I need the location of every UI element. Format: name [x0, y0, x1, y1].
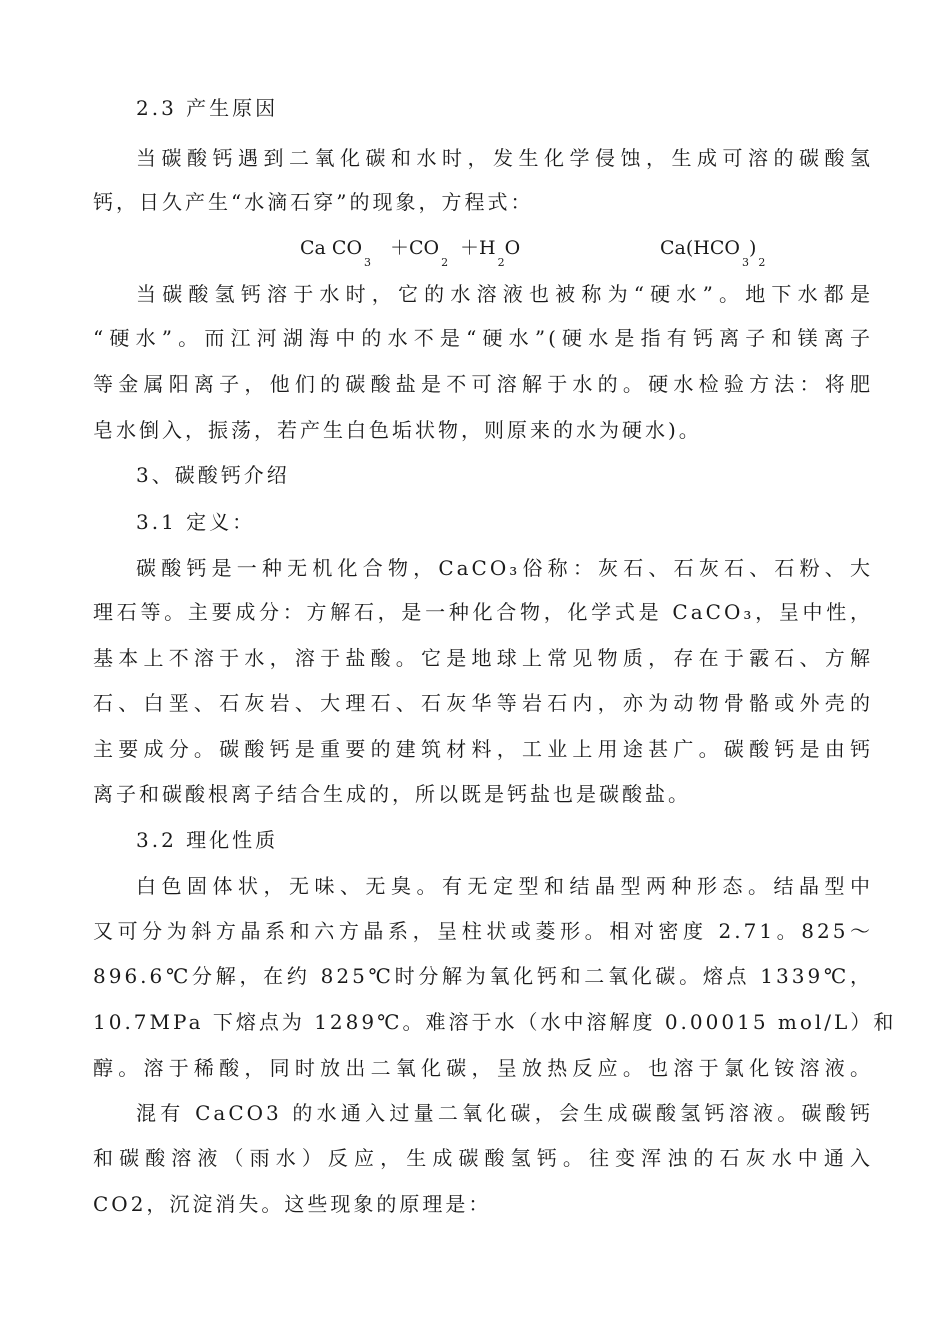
paragraph-line: 当碳酸氢钙溶于水时，它的水溶液也被称为“硬水”。地下水都是: [136, 282, 873, 306]
equation-lhs: Ca $CO_3$: [300, 237, 372, 269]
paragraph-line: 10.7MPa 下熔点为 1289℃。难溶于水（水中溶解度 0.00015 mol/L）和: [93, 1010, 897, 1034]
paragraph-line: 离子和碳酸根离子结合生成的，所以既是钙盐也是碳酸盐。: [93, 782, 691, 806]
section-heading-3: 3、碳酸钙介绍: [136, 463, 290, 487]
paragraph-line: 896.6℃分解，在约 825℃时分解为氧化钙和二氧化碳。熔点 1339℃，: [93, 964, 873, 988]
equation-term-co2: $+CO_2$: [390, 237, 449, 269]
paragraph-line: 当碳酸钙遇到二氧化碳和水时，发生化学侵蚀，生成可溶的碳酸氢: [136, 146, 873, 170]
paragraph-line: 又可分为斜方晶系和六方晶系，呈柱状或菱形。相对密度 2.71。825～: [93, 919, 873, 943]
paragraph-line: 混有 CaCO3 的水通入过量二氧化碳，会生成碳酸氢钙溶液。碳酸钙: [136, 1101, 873, 1125]
paragraph-line: 碳酸钙是一种无机化合物，CaCO₃俗称：灰石、石灰石、石粉、大: [136, 556, 873, 580]
equation-rhs: $Ca(HCO_3)_2$: [660, 237, 766, 269]
paragraph-line: CO2，沉淀消失。这些现象的原理是：: [93, 1192, 492, 1216]
paragraph-line: 基本上不溶于水，溶于盐酸。它是地球上常见物质，存在于霰石、方解: [93, 646, 873, 670]
paragraph-line: 醇。溶于稀酸，同时放出二氧化碳，呈放热反应。也溶于氯化铵溶液。: [93, 1056, 873, 1080]
paragraph-line: 主要成分。碳酸钙是重要的建筑材料，工业上用途甚广。碳酸钙是由钙: [93, 737, 873, 761]
paragraph-line: 钙，日久产生“水滴石穿”的现象，方程式：: [93, 190, 534, 214]
paragraph-line: 皂水倒入，振荡，若产生白色垢状物，则原来的水为硬水)。: [93, 418, 702, 442]
section-heading-3-2: 3.2 理化性质: [136, 828, 279, 852]
section-heading-3-1: 3.1 定义：: [136, 510, 256, 534]
section-heading-2-3: 2.3 产生原因: [136, 96, 279, 120]
paragraph-line: 理石等。主要成分：方解石，是一种化合物，化学式是 CaCO₃，呈中性，: [93, 600, 873, 624]
paragraph-line: 等金属阳离子，他们的碳酸盐是不可溶解于水的。硬水检验方法：将肥: [93, 372, 873, 396]
paragraph-line: “硬水”。而江河湖海中的水不是“硬水”(硬水是指有钙离子和镁离子: [93, 326, 873, 350]
equation-term-h2o: $+H_2O$: [460, 237, 521, 269]
paragraph-line: 石、白垩、石灰岩、大理石、石灰华等岩石内，亦为动物骨骼或外壳的: [93, 691, 873, 715]
paragraph-line: 和碳酸溶液（雨水）反应，生成碳酸氢钙。往变浑浊的石灰水中通入: [93, 1146, 873, 1170]
paragraph-line: 白色固体状，无味、无臭。有无定型和结晶型两种形态。结晶型中: [136, 874, 873, 898]
